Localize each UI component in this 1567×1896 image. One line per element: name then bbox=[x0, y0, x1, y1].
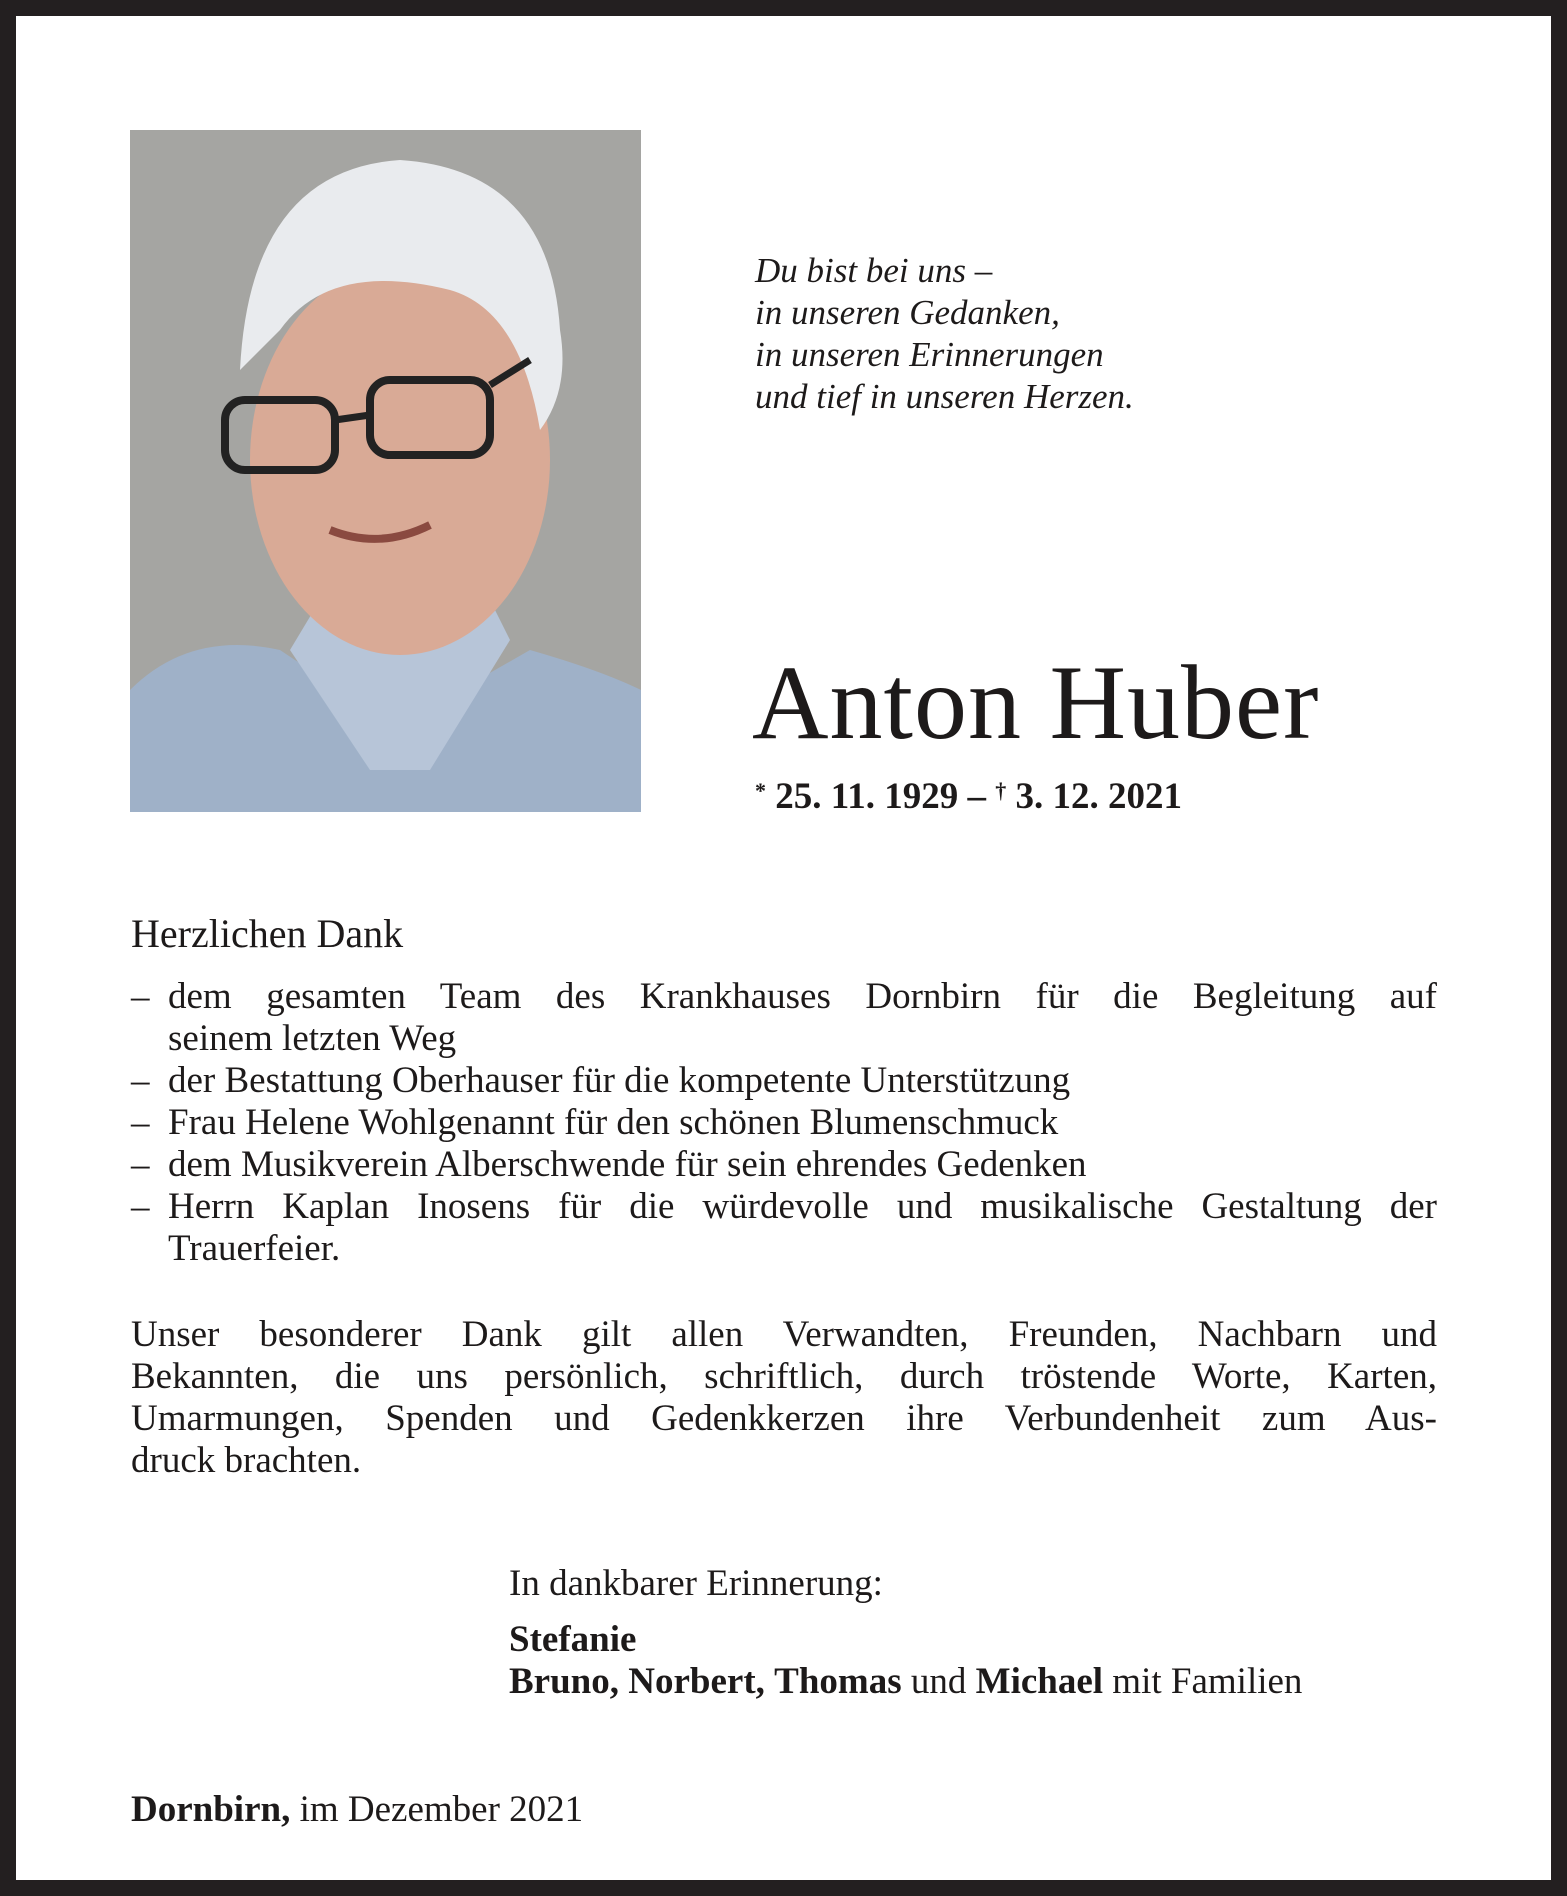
place: Dornbirn, bbox=[131, 1789, 291, 1830]
signature-intro: In dankbarer Erinnerung: bbox=[509, 1563, 883, 1604]
paragraph-line: Bekannten, die uns persönlich, schriftlich, durch tröstende Worte, Karten, bbox=[131, 1356, 1437, 1397]
list-item bbox=[131, 1060, 1437, 1102]
dash-bullet: – bbox=[131, 1144, 150, 1185]
quote-line: Du bist bei uns – bbox=[755, 251, 993, 290]
signature-block bbox=[509, 1563, 1302, 1703]
signer-and: und bbox=[910, 1661, 967, 1702]
paragraph-line: Unser besonderer Dank gilt allen Verwandten, Freunden, Nachbarn und bbox=[131, 1314, 1437, 1355]
signer-name: Norbert, bbox=[628, 1661, 765, 1702]
thanks-list bbox=[131, 976, 1437, 1270]
list-item-line: der Bestattung Oberhauser für die kompetente Unterstützung bbox=[168, 1060, 1071, 1101]
list-item-line: dem Musikverein Alberschwende für sein ehrendes Gedenken bbox=[168, 1144, 1087, 1185]
life-dates bbox=[755, 775, 1182, 818]
date-separator: – bbox=[958, 776, 996, 817]
signer-name: Bruno, bbox=[509, 1661, 620, 1702]
quote-line: und tief in unseren Herzen. bbox=[755, 377, 1134, 416]
birth-star-icon: * bbox=[755, 778, 766, 803]
list-item bbox=[131, 1186, 1437, 1270]
list-item-line: Herrn Kaplan Inosens für die würdevolle und musikalische Gestaltung der bbox=[168, 1186, 1437, 1227]
signer-name: Thomas bbox=[774, 1661, 902, 1702]
list-item-line: seinem letzten Weg bbox=[168, 1018, 457, 1059]
paragraph-line: druck brachten. bbox=[131, 1440, 362, 1481]
list-item bbox=[131, 1102, 1437, 1144]
quote-line: in unseren Gedanken, bbox=[755, 293, 1060, 332]
dash-bullet: – bbox=[131, 1102, 150, 1143]
list-item-line: Trauerfeier. bbox=[168, 1228, 341, 1269]
list-item-line: dem gesamten Team des Krankhauses Dornbirn für die Begleitung auf bbox=[168, 976, 1437, 1017]
thanks-heading: Herzlichen Dank bbox=[131, 911, 404, 956]
dash-bullet: – bbox=[131, 976, 150, 1017]
thanks-paragraph bbox=[131, 1314, 1437, 1482]
signer-name: Stefanie bbox=[509, 1619, 637, 1660]
list-item bbox=[131, 976, 1437, 1060]
date: im Dezember 2021 bbox=[299, 1789, 584, 1830]
signer-suffix: mit Familien bbox=[1112, 1661, 1303, 1702]
list-item bbox=[131, 1144, 1437, 1186]
portrait-photo bbox=[130, 130, 641, 812]
list-item-line: Frau Helene Wohlgenannt für den schönen Blumenschmuck bbox=[168, 1102, 1059, 1143]
dash-bullet: – bbox=[131, 1186, 150, 1227]
dash-bullet: – bbox=[131, 1060, 150, 1101]
memorial-quote bbox=[755, 250, 1134, 418]
death-cross-icon: † bbox=[995, 778, 1007, 803]
death-date: 3. 12. 2021 bbox=[1015, 776, 1182, 817]
paragraph-line: Umarmungen, Spenden und Gedenkkerzen ihre Verbundenheit zum Aus- bbox=[131, 1398, 1437, 1439]
deceased-name: Anton Huber bbox=[752, 644, 1320, 761]
birth-date: 25. 11. 1929 bbox=[775, 776, 959, 817]
quote-line: in unseren Erinnerungen bbox=[755, 335, 1104, 374]
signer-name: Michael bbox=[975, 1661, 1104, 1702]
place-date bbox=[131, 1788, 583, 1831]
